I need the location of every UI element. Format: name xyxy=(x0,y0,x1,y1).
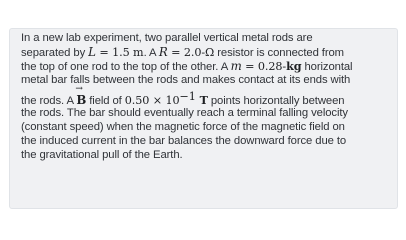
problem-text: horizontal xyxy=(301,60,353,73)
problem-text: resistor is connected from xyxy=(214,46,344,59)
problem-text: the rods. A xyxy=(21,94,77,107)
mass-symbol: m xyxy=(230,58,242,73)
problem-text: . A xyxy=(143,46,159,59)
problem-line xyxy=(21,135,389,149)
problem-line xyxy=(21,60,389,74)
problem-line xyxy=(21,32,389,46)
problem-line xyxy=(21,121,389,135)
resistance-symbol: R xyxy=(158,44,168,59)
mass-unit: kg xyxy=(286,58,302,73)
length-value: = 1.5 xyxy=(95,45,134,59)
problem-card xyxy=(9,28,398,209)
problem-line xyxy=(21,107,389,121)
vector-arrow-icon: → xyxy=(75,83,83,94)
field-value: 0.50 × 10 xyxy=(124,93,180,107)
problem-line xyxy=(21,46,389,60)
field-unit: T xyxy=(195,92,208,107)
mass-value: = 0.28- xyxy=(241,59,287,73)
length-unit: m xyxy=(133,45,144,59)
problem-text: In a new lab experiment, two parallel vertical metal rods are xyxy=(21,32,313,44)
problem-text: the top of one rod to the top of the other. A xyxy=(21,60,231,73)
length-symbol: L xyxy=(88,44,96,59)
magnetic-field-vector xyxy=(75,83,87,108)
problem-text: metal bar falls between the rods and makes contact at its ends with xyxy=(21,73,351,86)
magnetic-field-symbol: B xyxy=(76,92,87,107)
problem-paragraph-1 xyxy=(21,32,389,88)
problem-line xyxy=(21,149,389,163)
field-exponent: −1 xyxy=(179,89,196,103)
problem-line xyxy=(21,83,389,108)
problem-text: points horizontally between xyxy=(207,94,345,107)
problem-text: the induced current in the bar balances the downward force due to xyxy=(21,135,347,148)
problem-text: the rods. The bar should eventually reach a terminal falling velocity xyxy=(21,107,348,120)
problem-paragraph-2 xyxy=(21,83,389,163)
problem-text: the gravitational pull of the Earth. xyxy=(21,149,183,162)
problem-text: (constant speed) when the magnetic force of the magnetic field on xyxy=(21,121,345,134)
problem-text: separated by xyxy=(21,46,86,59)
problem-text: field of xyxy=(86,94,125,107)
resistance-value: = 2.0-Ω xyxy=(167,45,215,59)
